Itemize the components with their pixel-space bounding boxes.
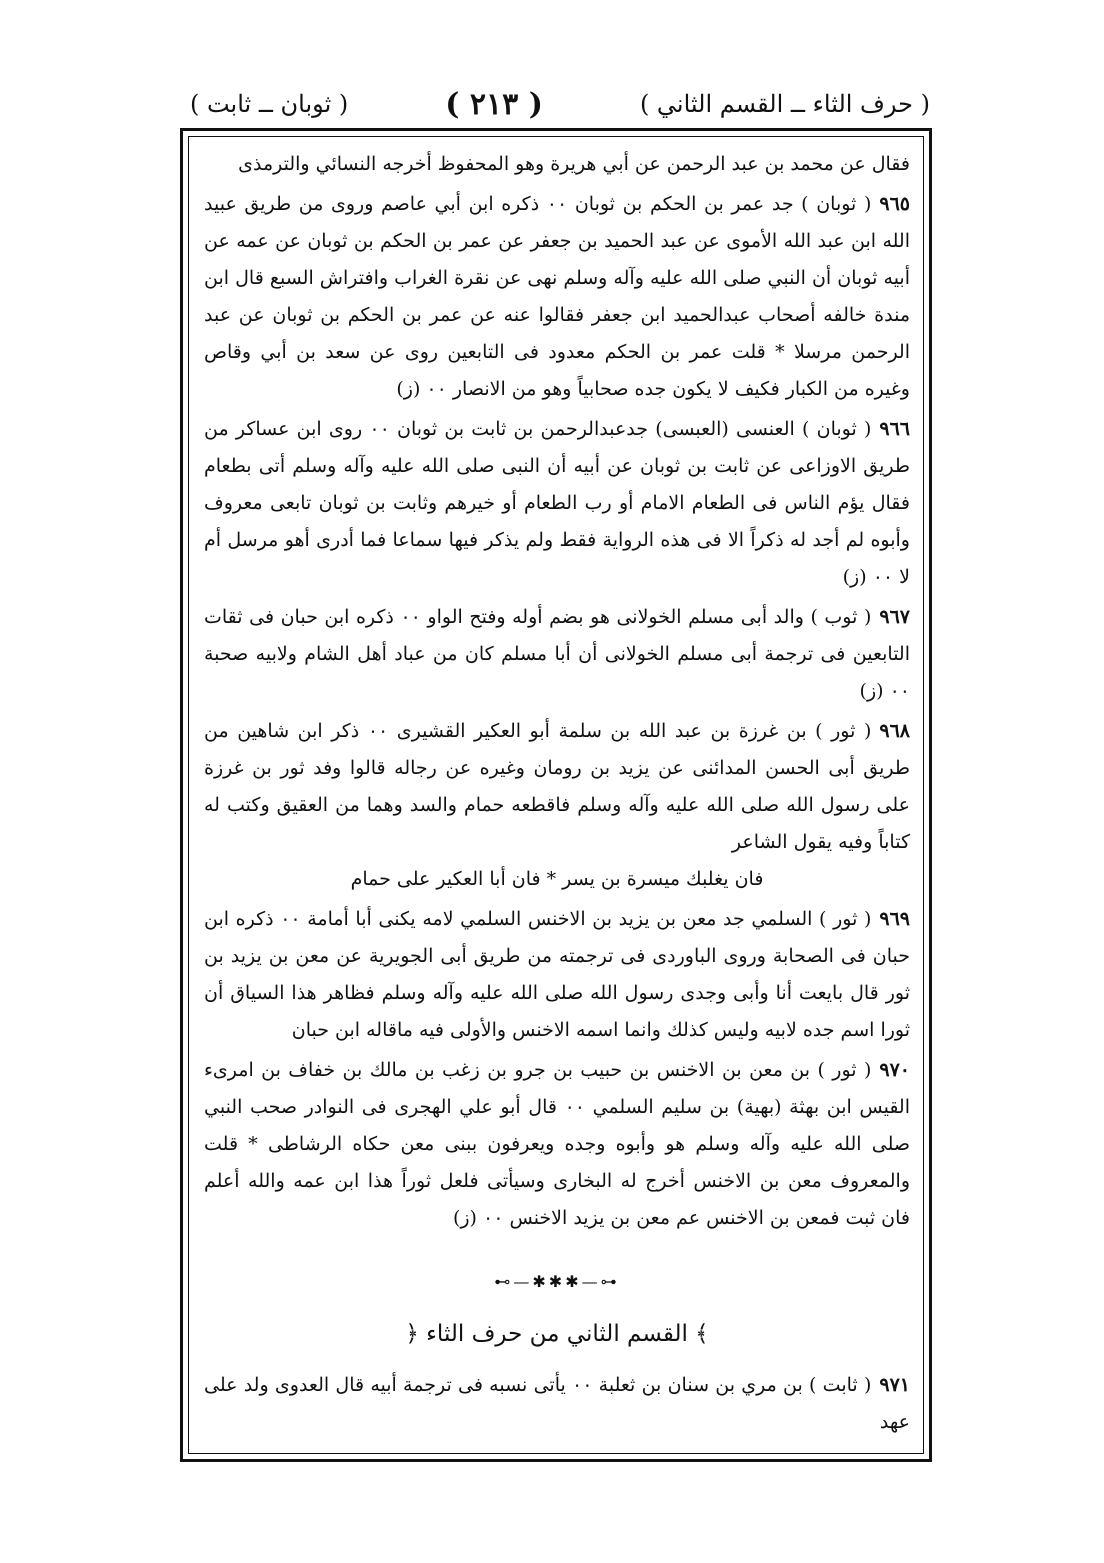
- entry-text: ( ثور ) بن معن بن الاخنس بن حبيب بن جرو بن زغب بن مالك بن خفاف بن امرىء القيس ابن بهثة (بهية) بن سليم السلمي ٠٠ قال أبو علي الهجرى فى النوادر صحب النبي صلى الله عليه وآله وسلم هو وأبوه وجده ويعرفون ببنى معن حكاه الرشاطى * قلت والمعروف معن بن الاخنس أخرج له البخارى وسيأتى فلعل ثوراً هذا ابن عمه والله أعلم فان ثبت فمعن بن الاخنس عم معن بن يزيد الاخنس ٠٠ (ز): [204, 1059, 910, 1229]
- entry-text: ( ثوب ) والد أبى مسلم الخولانى هو بضم أوله وفتح الواو ٠٠ ذكره ابن حبان فى ثقات التابعين فى ترجمة أبى مسلم الخولانى أن أبا مسلم كان من عباد أهل الشام ولابيه صحبة ٠٠ (ز): [204, 606, 910, 702]
- continuation-paragraph: [204, 146, 910, 183]
- entry-number: ٩٦٩: [879, 908, 910, 930]
- entry-text: ( ثور ) بن غرزة بن عبد الله بن سلمة أبو العكير القشيرى ٠٠ ذكر ابن شاهين من طريق أبى الحسن المدائنى عن يزيد بن رومان وغيره عن رجاله قالوا وفد ثور بن غرزة على رسول الله صلى الله عليه وآله وسلم فاقطعه حمام والسد وهما من العقيق وكتب له كتاباً وفيه يقول الشاعر: [204, 720, 910, 853]
- entry-number: ٩٧١: [879, 1374, 910, 1396]
- entry-text: ( ثوبان ) العنسى (العبسى) جدعبدالرحمن بن ثابت بن ثوبان ٠٠ روى ابن عساكر من طريق الاوزاعى عن ثابت بن ثوبان عن أبيه أن النبى صلى الله عليه وآله وسلم أتى بطعام فقال يؤم الناس فى الطعام الامام أو رب الطعام أو خيرهم وثابت بن ثوبان تابعى معروف وأبوه لم أجد له ذكراً الا فى هذه الرواية فقط ولم يذكر فيها سماعا فما أدرى أهو مرسل أم لا ٠٠ (ز): [204, 418, 910, 588]
- header-entry-range: ( ثوبان ــ ثابت ): [190, 90, 349, 118]
- entry-number: ٩٦٨: [879, 720, 910, 742]
- ornamental-divider: ⊷—✱✱✱—⊶: [494, 1272, 620, 1291]
- entry-text: ( ثابت ) بن مري بن سنان بن ثعلبة ٠٠ يأتى نسبه فى ترجمة أبيه قال العدوى ولد على عهد: [204, 1374, 910, 1433]
- page-header: [190, 82, 930, 126]
- page-body: [204, 146, 910, 1442]
- poem-verse: فان يغلبك ميسرة بن يسر * فان أبا العكير على حمام: [350, 868, 764, 890]
- entry-number: ٩٦٦: [879, 418, 910, 440]
- entries-group-2: [204, 901, 910, 1237]
- entry-paragraph: [204, 713, 910, 861]
- entries-group-1: [204, 146, 910, 861]
- entry-paragraph: [204, 901, 910, 1049]
- header-chapter-title: ( حرف الثاء ــ القسم الثاني ): [639, 90, 930, 118]
- section-title: ﴾ القسم الثاني من حرف الثاء ﴿: [405, 1321, 709, 1347]
- page-number: ( ٢١٣ ): [445, 86, 543, 122]
- entry-paragraph: [204, 411, 910, 596]
- entry-number: ٩٦٧: [879, 606, 910, 628]
- entry-number: ٩٦٥: [879, 193, 910, 215]
- entry-paragraph: [204, 1367, 910, 1441]
- entry-text: ( ثور ) السلمي جد معن بن يزيد بن الاخنس السلمي لامه يكنى أبا أمامة ٠٠ ذكره ابن حبان فى الصحابة وروى الباوردى فى ترجمته من طريق أبى الجويرية عن معن بن يزيد بن ثور قال بايعت أنا وأبى وجدى رسول الله صلى الله عليه وآله وسلم فظاهر هذا السياق أن ثورا اسم جده لابيه وليس كذلك وانما اسمه الاخنس والأولى فيه ماقاله ابن حبان: [204, 908, 910, 1041]
- entry-text: فقال عن محمد بن عبد الرحمن عن أبي هريرة وهو المحفوظ أخرجه النسائي والترمذى: [238, 153, 910, 175]
- entry-paragraph: [204, 599, 910, 710]
- entry-text: ( ثوبان ) جد عمر بن الحكم بن ثوبان ٠٠ ذكره ابن أبي عاصم وروى من طريق عبيد الله ابن عبد الله الأموى عن عبد الحميد بن جعفر عن عمر بن الحكم بن ثوبان عن عمه عن أبيه ثوبان أن النبي صلى الله عليه وآله وسلم نهى عن نقرة الغراب وافتراش السبع قال ابن مندة خالفه أصحاب عبدالحميد ابن جعفر فقالوا عنه عن عمر بن الحكم بن ثوبان عن عبد الرحمن مرسلا * قلت عمر بن الحكم معدود فى التابعين روى عن سعد بن أبي وقاص وغيره من الكبار فكيف لا يكون جده صحابياً وهو من الانصار ٠٠ (ز): [204, 193, 910, 400]
- entry-number: ٩٧٠: [879, 1059, 910, 1081]
- entry-paragraph: [204, 1052, 910, 1237]
- entry-paragraph: [204, 186, 910, 408]
- entries-group-3: [204, 1367, 910, 1441]
